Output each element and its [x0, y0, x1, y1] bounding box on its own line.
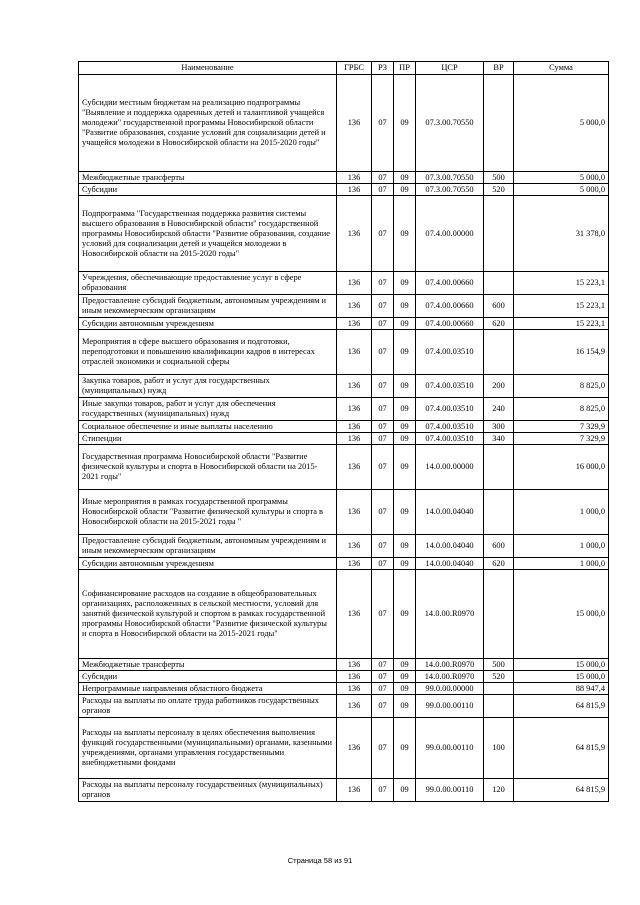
cell-rz: 07 [372, 490, 394, 535]
cell-rz: 07 [372, 570, 394, 659]
cell-rz: 07 [372, 718, 394, 779]
table-row [79, 718, 609, 779]
table-row [79, 558, 609, 570]
cell-vr [484, 330, 514, 375]
cell-sum: 15 000,0 [514, 659, 609, 671]
cell-pr: 09 [394, 375, 416, 398]
table-row [79, 398, 609, 421]
cell-rz: 07 [372, 433, 394, 445]
table-row [79, 272, 609, 295]
cell-rz: 07 [372, 421, 394, 433]
cell-rz: 07 [372, 779, 394, 802]
cell-csr: 99.0.00.00000 [416, 683, 484, 695]
cell-csr: 07.3.00.70550 [416, 172, 484, 184]
table-row [79, 445, 609, 490]
cell-pr: 09 [394, 421, 416, 433]
cell-pr: 09 [394, 172, 416, 184]
header-rz: РЗ [372, 62, 394, 75]
cell-grbs: 136 [337, 683, 372, 695]
cell-vr: 620 [484, 318, 514, 330]
cell-name: Государственная программа Новосибирской области "Развитие физической культуры и спорта в Новосибирской области на 2015-2021 годы" [79, 445, 337, 490]
cell-csr: 99.0.00.00110 [416, 718, 484, 779]
cell-name: Непрограммные направления областного бюджета [79, 683, 337, 695]
cell-grbs: 136 [337, 295, 372, 318]
table-body [79, 75, 609, 802]
cell-name: Субсидии [79, 184, 337, 196]
cell-grbs: 136 [337, 421, 372, 433]
table-row [79, 695, 609, 718]
cell-csr: 14.0.00.04040 [416, 490, 484, 535]
cell-csr: 07.4.00.00660 [416, 295, 484, 318]
cell-name: Иные закупки товаров, работ и услуг для обеспечения государственных (муниципальных) нужд [79, 398, 337, 421]
cell-vr: 500 [484, 172, 514, 184]
cell-grbs: 136 [337, 671, 372, 683]
cell-rz: 07 [372, 671, 394, 683]
budget-table [78, 61, 609, 802]
cell-grbs: 136 [337, 196, 372, 272]
cell-csr: 14.0.00.04040 [416, 535, 484, 558]
cell-name: Предоставление субсидий бюджетным, автономным учреждениям и иным некоммерческим организациям [79, 535, 337, 558]
cell-rz: 07 [372, 375, 394, 398]
table-row [79, 779, 609, 802]
cell-name: Закупка товаров, работ и услуг для государственных (муниципальных) нужд [79, 375, 337, 398]
table-row [79, 683, 609, 695]
cell-sum: 7 329,9 [514, 433, 609, 445]
header-csr: ЦСР [416, 62, 484, 75]
cell-csr: 14.0.00.R0970 [416, 570, 484, 659]
cell-rz: 07 [372, 272, 394, 295]
cell-sum: 88 947,4 [514, 683, 609, 695]
cell-csr: 14.0.00.R0970 [416, 659, 484, 671]
table-row [79, 659, 609, 671]
cell-name: Иные мероприятия в рамках государственной программы Новосибирской области "Развитие физической культуры и спорта в Новосибирской области на 2015-2021 годы " [79, 490, 337, 535]
cell-sum: 5 000,0 [514, 172, 609, 184]
cell-sum: 8 825,0 [514, 398, 609, 421]
cell-grbs: 136 [337, 490, 372, 535]
cell-vr: 520 [484, 184, 514, 196]
cell-csr: 07.4.00.03510 [416, 421, 484, 433]
cell-csr: 14.0.00.04040 [416, 558, 484, 570]
cell-sum: 15 223,1 [514, 295, 609, 318]
cell-rz: 07 [372, 445, 394, 490]
cell-vr [484, 490, 514, 535]
cell-vr [484, 570, 514, 659]
cell-sum: 1 000,0 [514, 535, 609, 558]
cell-rz: 07 [372, 196, 394, 272]
cell-pr: 09 [394, 558, 416, 570]
table-row [79, 318, 609, 330]
cell-pr: 09 [394, 318, 416, 330]
cell-name: Мероприятия в сфере высшего образования и подготовки, переподготовки и повышению квалификации кадров в интересах отраслей экономики и социальной сферы [79, 330, 337, 375]
cell-name: Расходы на выплаты персоналу в целях обеспечения выполнения функций государственными (муниципальными) органами, казенными учреждениями, органами управления государственными внебюджетными фондами [79, 718, 337, 779]
cell-grbs: 136 [337, 695, 372, 718]
cell-grbs: 136 [337, 659, 372, 671]
cell-vr [484, 695, 514, 718]
cell-grbs: 136 [337, 558, 372, 570]
cell-name: Субсидии местным бюджетам на реализацию подпрограммы "Выявление и поддержка одаренных детей и талантливой учащейся молодежи" государственной программы Новосибирской области "Развитие образования, создание условий для социализации детей и учащейся молодежи в Новосибирской области на 2015-2020 годы" [79, 75, 337, 172]
cell-name: Субсидии автономным учреждениям [79, 318, 337, 330]
cell-pr: 09 [394, 295, 416, 318]
table-row [79, 570, 609, 659]
cell-name: Субсидии [79, 671, 337, 683]
cell-rz: 07 [372, 558, 394, 570]
cell-vr: 200 [484, 375, 514, 398]
table-row [79, 375, 609, 398]
cell-pr: 09 [394, 718, 416, 779]
table-row [79, 490, 609, 535]
table-row [79, 75, 609, 172]
cell-grbs: 136 [337, 433, 372, 445]
table-row [79, 535, 609, 558]
cell-rz: 07 [372, 330, 394, 375]
cell-pr: 09 [394, 330, 416, 375]
cell-vr: 100 [484, 718, 514, 779]
cell-grbs: 136 [337, 779, 372, 802]
cell-grbs: 136 [337, 398, 372, 421]
table-row [79, 433, 609, 445]
cell-sum: 64 815,9 [514, 718, 609, 779]
cell-pr: 09 [394, 196, 416, 272]
cell-sum: 1 000,0 [514, 558, 609, 570]
cell-rz: 07 [372, 172, 394, 184]
cell-vr [484, 445, 514, 490]
header-name: Наименование [79, 62, 337, 75]
cell-pr: 09 [394, 490, 416, 535]
cell-sum: 16 154,9 [514, 330, 609, 375]
cell-rz: 07 [372, 75, 394, 172]
cell-sum: 15 223,1 [514, 318, 609, 330]
cell-grbs: 136 [337, 184, 372, 196]
cell-pr: 09 [394, 433, 416, 445]
cell-vr: 500 [484, 659, 514, 671]
cell-name: Межбюджетные трансферты [79, 659, 337, 671]
table-row [79, 184, 609, 196]
cell-vr [484, 196, 514, 272]
cell-csr: 99.0.00.00110 [416, 695, 484, 718]
cell-csr: 07.4.00.00660 [416, 318, 484, 330]
page-number: Страница 58 из 91 [287, 856, 353, 865]
cell-csr: 07.4.00.03510 [416, 330, 484, 375]
cell-vr: 620 [484, 558, 514, 570]
cell-pr: 09 [394, 535, 416, 558]
cell-pr: 09 [394, 570, 416, 659]
table-row [79, 671, 609, 683]
cell-csr: 07.4.00.00660 [416, 272, 484, 295]
cell-pr: 09 [394, 659, 416, 671]
cell-vr: 300 [484, 421, 514, 433]
table-row [79, 421, 609, 433]
cell-name: Субсидии автономным учреждениям [79, 558, 337, 570]
cell-grbs: 136 [337, 75, 372, 172]
cell-csr: 07.3.00.70550 [416, 75, 484, 172]
cell-rz: 07 [372, 295, 394, 318]
cell-sum: 16 000,0 [514, 445, 609, 490]
header-pr: ПР [394, 62, 416, 75]
cell-csr: 14.0.00.00000 [416, 445, 484, 490]
cell-grbs: 136 [337, 172, 372, 184]
cell-vr: 520 [484, 671, 514, 683]
cell-sum: 31 378,0 [514, 196, 609, 272]
cell-name: Предоставление субсидий бюджетным, автономным учреждениям и иным некоммерческим организациям [79, 295, 337, 318]
cell-sum: 1 000,0 [514, 490, 609, 535]
cell-name: Подпрограмма "Государственная поддержка развития системы высшего образования в Новосибирской области" государственной программы Новосибирской области "Развитие образования, создание условий для социализации детей и учащейся молодежи в Новосибирской области на 2015-2020 годы" [79, 196, 337, 272]
cell-pr: 09 [394, 695, 416, 718]
table-row [79, 330, 609, 375]
cell-csr: 07.4.00.03510 [416, 433, 484, 445]
header-grbs: ГРБС [337, 62, 372, 75]
cell-name: Межбюджетные трансферты [79, 172, 337, 184]
cell-name: Расходы на выплаты по оплате труда работников государственных органов [79, 695, 337, 718]
cell-pr: 09 [394, 272, 416, 295]
cell-rz: 07 [372, 184, 394, 196]
cell-vr: 340 [484, 433, 514, 445]
cell-rz: 07 [372, 683, 394, 695]
cell-grbs: 136 [337, 272, 372, 295]
cell-pr: 09 [394, 683, 416, 695]
cell-vr: 240 [484, 398, 514, 421]
cell-grbs: 136 [337, 445, 372, 490]
cell-rz: 07 [372, 659, 394, 671]
cell-name: Софинансирование расходов на создание в общеобразовательных организациях, расположенных в сельской местности, условий для занятий физической культурой и спортом в рамках государственной программы Новосибирской области "Развитие физической культуры и спорта в Новосибирской области на 2015-2021 годы" [79, 570, 337, 659]
cell-rz: 07 [372, 535, 394, 558]
cell-csr: 14.0.00.R0970 [416, 671, 484, 683]
cell-sum: 7 329,9 [514, 421, 609, 433]
cell-sum: 15 000,0 [514, 671, 609, 683]
cell-vr [484, 75, 514, 172]
header-vr: ВР [484, 62, 514, 75]
cell-sum: 8 825,0 [514, 375, 609, 398]
cell-sum: 5 000,0 [514, 75, 609, 172]
cell-sum: 5 000,0 [514, 184, 609, 196]
cell-vr: 600 [484, 535, 514, 558]
table-row [79, 172, 609, 184]
cell-name: Учреждения, обеспечивающие предоставление услуг в сфере образования [79, 272, 337, 295]
cell-csr: 07.3.00.70550 [416, 184, 484, 196]
cell-sum: 15 000,0 [514, 570, 609, 659]
cell-name: Стипендии [79, 433, 337, 445]
cell-grbs: 136 [337, 718, 372, 779]
cell-vr [484, 683, 514, 695]
cell-csr: 07.4.00.03510 [416, 398, 484, 421]
table-header-row [79, 62, 609, 75]
cell-pr: 09 [394, 75, 416, 172]
cell-rz: 07 [372, 398, 394, 421]
cell-csr: 99.0.00.00110 [416, 779, 484, 802]
cell-csr: 07.4.00.03510 [416, 375, 484, 398]
cell-name: Социальное обеспечение и иные выплаты населению [79, 421, 337, 433]
cell-vr: 600 [484, 295, 514, 318]
cell-csr: 07.4.00.00000 [416, 196, 484, 272]
table-row [79, 295, 609, 318]
cell-name: Расходы на выплаты персоналу государственных (муниципальных) органов [79, 779, 337, 802]
table-row [79, 196, 609, 272]
cell-grbs: 136 [337, 570, 372, 659]
header-sum: Сумма [514, 62, 609, 75]
cell-grbs: 136 [337, 330, 372, 375]
cell-pr: 09 [394, 184, 416, 196]
cell-grbs: 136 [337, 535, 372, 558]
cell-sum: 64 815,9 [514, 695, 609, 718]
cell-grbs: 136 [337, 318, 372, 330]
cell-sum: 64 815,9 [514, 779, 609, 802]
cell-pr: 09 [394, 779, 416, 802]
cell-pr: 09 [394, 398, 416, 421]
cell-rz: 07 [372, 695, 394, 718]
cell-sum: 15 223,1 [514, 272, 609, 295]
cell-pr: 09 [394, 445, 416, 490]
cell-vr: 120 [484, 779, 514, 802]
cell-grbs: 136 [337, 375, 372, 398]
cell-pr: 09 [394, 671, 416, 683]
cell-rz: 07 [372, 318, 394, 330]
cell-vr [484, 272, 514, 295]
